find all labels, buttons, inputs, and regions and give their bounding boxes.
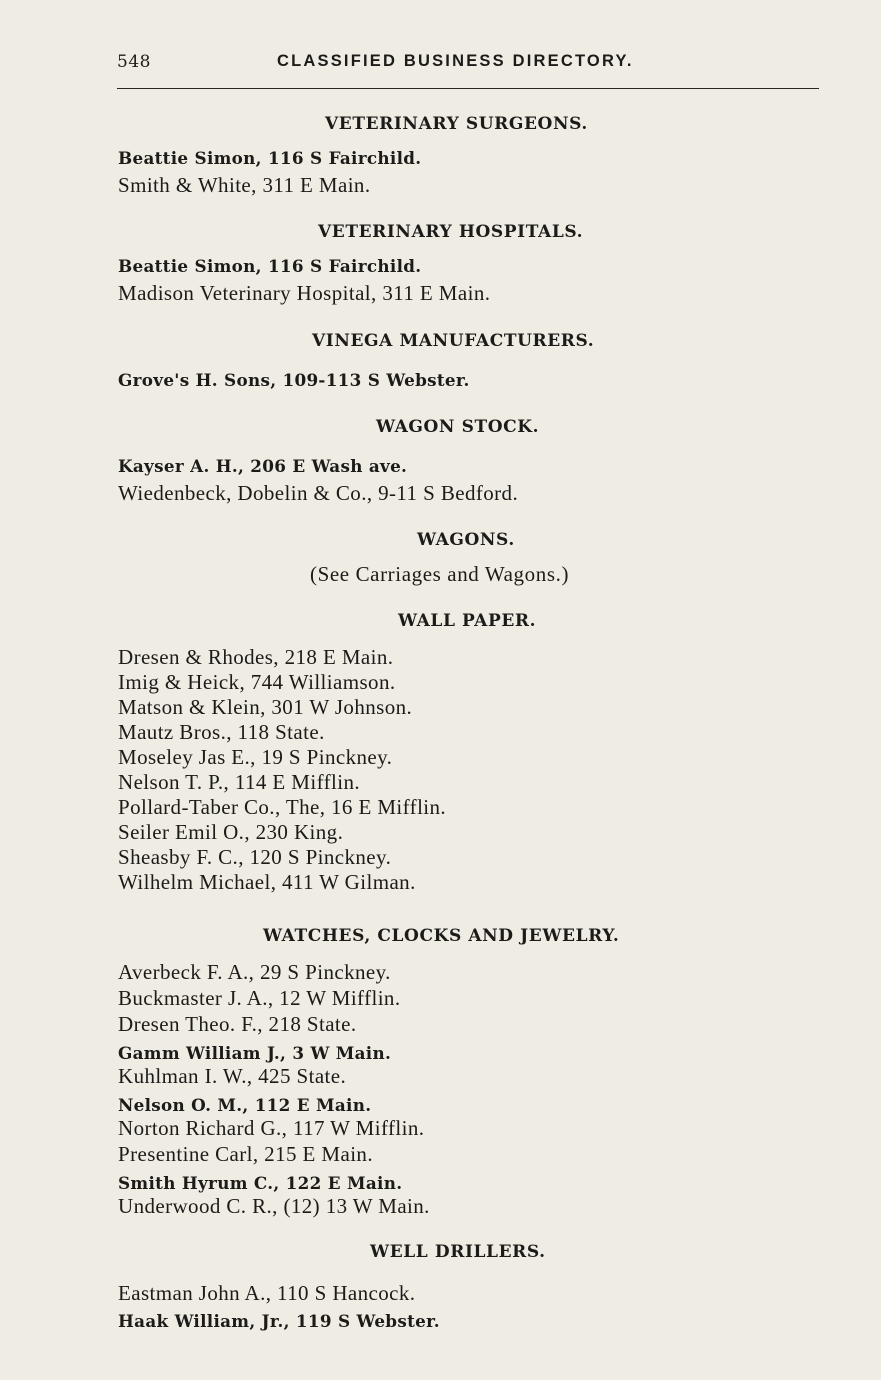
directory-entry: Smith & White, 311 E Main. [118, 173, 371, 197]
directory-entry: Wilhelm Michael, 411 W Gilman. [118, 870, 416, 894]
directory-entry: Haak William, Jr., 119 S Webster. [118, 1311, 440, 1331]
directory-entry: Moseley Jas E., 19 S Pinckney. [118, 745, 393, 769]
directory-entry: Dresen & Rhodes, 218 E Main. [118, 645, 394, 669]
section-heading: VETERINARY SURGEONS. [325, 114, 588, 134]
directory-entry: Wiedenbeck, Dobelin & Co., 9-11 S Bedford. [118, 481, 519, 505]
directory-entry: Kuhlman I. W., 425 State. [118, 1064, 347, 1088]
directory-entry: Smith Hyrum C., 122 E Main. [118, 1173, 403, 1193]
directory-entry: Sheasby F. C., 120 S Pinckney. [118, 845, 392, 869]
directory-entry: Seiler Emil O., 230 King. [118, 820, 344, 844]
directory-entry: Dresen Theo. F., 218 State. [118, 1012, 357, 1036]
directory-entry: Norton Richard G., 117 W Mifflin. [118, 1116, 425, 1140]
directory-entry: Presentine Carl, 215 E Main. [118, 1142, 373, 1166]
page-header [117, 50, 819, 80]
running-title: CLASSIFIED BUSINESS DIRECTORY. [277, 52, 634, 70]
section-heading: VETERINARY HOSPITALS. [318, 222, 584, 242]
directory-entry: Mautz Bros., 118 State. [118, 720, 325, 744]
directory-entry: Nelson O. M., 112 E Main. [118, 1095, 372, 1115]
section-heading: WATCHES, CLOCKS AND JEWELRY. [263, 926, 620, 946]
page-number: 548 [117, 52, 151, 72]
directory-entry: Beattie Simon, 116 S Fairchild. [118, 256, 422, 276]
directory-entry: Kayser A. H., 206 E Wash ave. [118, 456, 408, 476]
directory-entry: Grove's H. Sons, 109-113 S Webster. [118, 370, 470, 390]
directory-entry: Beattie Simon, 116 S Fairchild. [118, 148, 422, 168]
section-heading: VINEGA MANUFACTURERS. [312, 331, 595, 351]
section-heading: WALL PAPER. [398, 611, 537, 631]
cross-reference-note: (See Carriages and Wagons.) [310, 562, 570, 586]
directory-entry: Buckmaster J. A., 12 W Mifflin. [118, 986, 401, 1010]
section-heading: WELL DRILLERS. [370, 1242, 546, 1262]
directory-entry: Gamm William J., 3 W Main. [118, 1043, 392, 1063]
directory-entry: Imig & Heick, 744 Williamson. [118, 670, 396, 694]
section-heading: WAGONS. [417, 530, 515, 550]
section-heading: WAGON STOCK. [376, 417, 540, 437]
directory-entry: Pollard-Taber Co., The, 16 E Mifflin. [118, 795, 447, 819]
directory-entry: Averbeck F. A., 29 S Pinckney. [118, 960, 391, 984]
directory-entry: Eastman John A., 110 S Hancock. [118, 1281, 416, 1305]
directory-entry: Underwood C. R., (12) 13 W Main. [118, 1194, 430, 1218]
directory-entry: Madison Veterinary Hospital, 311 E Main. [118, 281, 491, 305]
header-rule [117, 88, 819, 89]
directory-entry: Matson & Klein, 301 W Johnson. [118, 695, 413, 719]
directory-entry: Nelson T. P., 114 E Mifflin. [118, 770, 361, 794]
